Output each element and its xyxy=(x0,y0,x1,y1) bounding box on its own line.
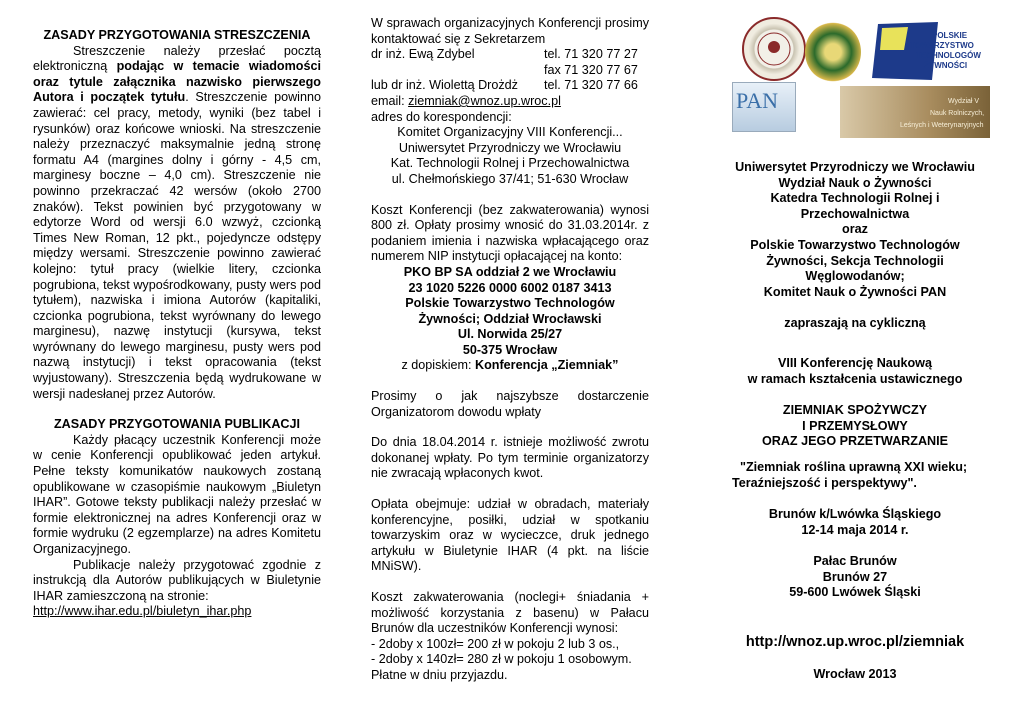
accommodation-payment: Płatne w dniu przyjazdu. xyxy=(371,667,508,682)
address-line: Uniwersytet Przyrodniczy we Wrocławiu xyxy=(398,140,622,155)
accommodation-text: Koszt zakwaterowania (noclegi+ śniadania + możliwość korzystania z basenu) w Pałacu Brunów dla uczestników Konferencji wynosi: xyxy=(371,590,649,636)
topic-line: ZIEMNIAK SPOŻYWCZY xyxy=(782,403,928,418)
organization-column xyxy=(371,16,649,684)
university-seal-logo xyxy=(742,17,806,81)
venue-line: 59-600 Lwówek Śląski xyxy=(789,585,921,600)
accommodation-option: - 2doby x 100zł= 200 zł w pokoju 2 lub 3 os., xyxy=(371,636,620,651)
motto-line: Teraźniejszość i perspektywy". xyxy=(732,475,917,490)
biuletyn-link[interactable]: http://www.ihar.edu.pl/biuletyn_ihar.php xyxy=(33,604,252,619)
pan-logo-text: PAN xyxy=(736,88,778,113)
email-label: email: xyxy=(371,93,409,108)
organizer-line: Węglowodanów; xyxy=(805,269,905,284)
contact-phone-1: tel. 71 320 77 27 xyxy=(544,47,638,62)
bank-line: 50-375 Wrocław xyxy=(462,342,558,357)
venue-line: Pałac Brunów xyxy=(813,554,897,569)
faculty-banner-image xyxy=(840,86,990,138)
contact-name-2: lub dr inż. Wiolettą Drożdż xyxy=(371,78,518,93)
conference-title: VIII Konferencję Naukową xyxy=(778,355,932,370)
organizer-line: oraz xyxy=(842,222,868,237)
pan-logo xyxy=(732,82,796,132)
publication-rules-heading: ZASADY PRZYGOTOWANIA PUBLIKACJI xyxy=(53,417,301,432)
address-label: adres do korespondencji: xyxy=(371,109,512,124)
organizer-line: Katedra Technologii Rolnej i xyxy=(770,191,940,206)
bank-account: 23 1020 5226 0000 6002 0187 3413 xyxy=(408,280,612,295)
abstract-rules-text xyxy=(33,44,321,403)
topic-line: I PRZEMYSŁOWY xyxy=(802,418,908,433)
ptt-logo-text: TECHNOLOGÓW xyxy=(916,51,981,60)
ptt-logo-text: TOWARZYSTWO xyxy=(910,41,974,50)
fee-includes-text: Opłata obejmuje: udział w obradach, materiały konferencyjne, posiłki, udział w spotkaniu towarzyskim oraz w wycieczce, druk jednego artykułu w Biuletynie IHAR (4 pkt. na liście MNiSW). xyxy=(371,497,649,574)
venue-line: Brunów 27 xyxy=(822,569,888,584)
cost-text: Koszt Konferencji (bez zakwaterowania) wynosi 800 zł. Opłaty prosimy wnosić do 31.03.2014r. z podaniem imienia i nazwiska wpłacającego oraz numerem NIP instytucji opłacającej na konto: xyxy=(371,202,649,264)
banner-text: Leśnych i Weterynaryjnych xyxy=(900,122,984,129)
bank-line: Żywności; Oddział Wrocławski xyxy=(418,311,602,326)
conference-subtitle: w ramach kształcenia ustawicznego xyxy=(747,371,963,386)
organizer-line: Komitet Nauk o Żywności PAN xyxy=(763,284,947,299)
contact-fax-1: fax 71 320 77 67 xyxy=(544,62,638,77)
accommodation-option: - 2doby x 140zł= 280 zł w pokoju 1 osobowym. xyxy=(371,652,632,667)
payment-note xyxy=(371,358,649,374)
abstract-text-bold: podając w temacie wiadomości oraz tytule załącznika nazwisko pierwszego Autora i początek tytułu xyxy=(33,59,321,105)
invitation-text: zapraszają na cykliczną xyxy=(784,316,926,331)
topic-line: ORAZ JEGO PRZETWARZANIE xyxy=(761,434,949,449)
cover-column xyxy=(720,12,990,682)
address-line: Kat. Technologii Rolnej i Przechowalnictwa xyxy=(390,156,630,171)
payment-note-label: z dopiskiem: xyxy=(401,358,475,373)
conference-url[interactable]: http://wnoz.up.wroc.pl/ziemniak xyxy=(745,634,965,651)
faculty-emblem-logo xyxy=(805,22,861,82)
publication-rules-text: Każdy płacący uczestnik Konferencji może w cenie Konferencji opublikować jeden artykuł. Pełne teksty komunikatów naukowych zostaną opublikowane w czasopiśmie naukowym „Biuletyn IHAR”. Gotowe teksty publikacji należy przesłać w formie elektronicznej na adres Konferencji oraz w formie wydruku (2 egzemplarze) na adres Komitetu Organizacyjnego. xyxy=(33,432,321,556)
bank-line: Polskie Towarzystwo Technologów xyxy=(405,296,615,311)
organizer-line: Uniwersytet Przyrodniczy we Wrocławiu xyxy=(735,160,975,174)
contact-phone-2: tel. 71 320 77 66 xyxy=(544,78,638,93)
bank-line: PKO BP SA oddział 2 we Wrocławiu xyxy=(403,264,617,279)
address-line: Komitet Organizacyjny VIII Konferencji... xyxy=(397,125,623,140)
motto-line: "Ziemniak roślina uprawną XXI wieku; xyxy=(740,459,968,474)
abstract-text-c: . Streszczenie powinno zawierać: cel pracy, metody, wyniki (bez tabel i rysunków) oraz końcowe wnioski. Na streszczenie należy przeznaczyć maksymalnie jedną stronę formatu A4 (margines dolny i górny - 4,5 cm, marginesy boczne – 4,0 cm). Streszczenie nie powinno przekraczać 42 wersów (około 2700 znaków). Tekst powinien być przygotowany w edytorze Word od wersji 6.0 wzwyż, czcionką Times New Roman, 12 pkt., pojedyncze odstępy między wersami. Streszczenie powinno zawierać kolejno: tytuł pracy (wielkie litery, czcionka pogrubiona, tekst wypośrodkowany, pusty wers pod tytułem), nazwiska i imiona Autorów (kapitaliki, czcionka pogrubiona, tekst wyrównany do lewego marginesu), nazwę instytucji (kursywa, tekst wyrównany do lewego marginesu, pusty wers pod nazwą instytucji) i tekst opracowania (tekst wyjustowany). Streszczenia będą wydrukowane w wersji nadesłanej przez Autorów. xyxy=(33,90,321,401)
organizer-line: Wydział Nauk o Żywności xyxy=(778,175,932,190)
event-place: Brunów k/Lwówka Śląskiego xyxy=(768,507,942,522)
banner-text: Wydział V xyxy=(948,98,980,105)
logo-strip xyxy=(720,12,990,160)
refund-text: Do dnia 18.04.2014 r. istnieje możliwość zwrotu dokonanej wpłaty. Po tym terminie organizatorzy nie zwracają wpłaconych kwot. xyxy=(371,435,649,481)
publication-city-year: Wrocław 2013 xyxy=(813,666,897,681)
abstract-text-a: Streszczenie należy przesłać pocztą elektroniczną xyxy=(33,43,321,74)
banner-text: Nauk Rolniczych, xyxy=(930,110,985,117)
ptt-logo-text: POLSKIE xyxy=(932,31,968,40)
bank-line: Ul. Norwida 25/27 xyxy=(457,327,563,342)
organizer-line: Żywności, Sekcja Technologii xyxy=(766,253,944,268)
abstract-rules-column xyxy=(33,28,321,620)
contact-intro: W sprawach organizacyjnych Konferencji prosimy kontaktować się z Sekretarzem xyxy=(371,16,649,46)
address-line: ul. Chełmońskiego 37/41; 51-630 Wrocław xyxy=(391,171,629,186)
payment-proof-text: Prosimy o jak najszybsze dostarczenie Organizatorom dowodu wpłaty xyxy=(371,389,649,419)
email-link[interactable]: ziemniak@wnoz.up.wroc.pl xyxy=(408,93,561,108)
ptt-logo-text: ŻYWNOŚCI xyxy=(924,61,968,70)
contact-name-1: dr inż. Ewą Zdybel xyxy=(371,47,475,62)
publication-instructions: Publikacje należy przygotować zgodnie z instrukcją dla Autorów publikujących w Biuletynie IHAR zamieszczoną na stronie: xyxy=(33,557,321,603)
organizer-line: Przechowalnictwa xyxy=(800,206,910,221)
payment-note-title: Konferencja „Ziemniak” xyxy=(475,358,619,373)
abstract-rules-heading: ZASADY PRZYGOTOWANIA STRESZCZENIA xyxy=(43,28,311,42)
event-date: 12-14 maja 2014 r. xyxy=(801,522,909,537)
organizer-line: Polskie Towarzystwo Technologów xyxy=(750,237,960,252)
university-seal-ring xyxy=(744,19,804,79)
